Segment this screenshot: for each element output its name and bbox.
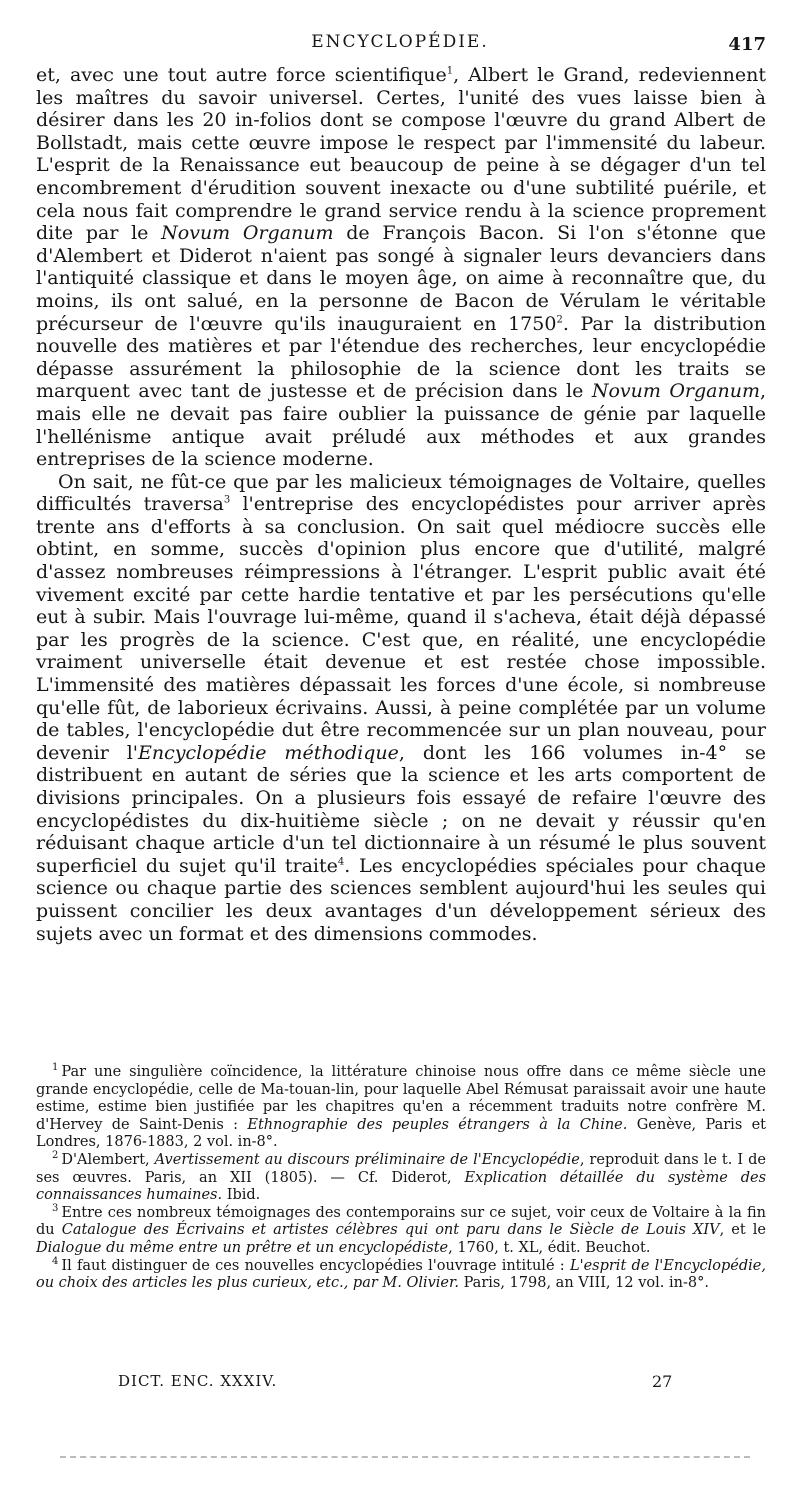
text-run: Entre ces nombreux témoignages des contemporains sur ce sujet, voir ceux de Voltaire à la fin du [36, 1204, 766, 1239]
work-title: Novum Organum [161, 222, 334, 245]
footnote-marker: 4 [52, 1255, 59, 1267]
signature-mark: DICT. ENC. XXXIV. [118, 1372, 278, 1390]
footnotes [36, 1064, 766, 1293]
paragraph-2 [36, 471, 766, 945]
work-title: L'esprit de l'Encyclopédie, ou choix des articles les plus curieux, etc., par M. Olivier. [36, 1257, 766, 1292]
footnote-marker: 3 [52, 1202, 59, 1214]
page-number: 417 [728, 34, 766, 55]
text-run: , reproduit dans le t. I de ses œuvres. Paris, an XII (1805). — Cf. Diderot, [36, 1151, 766, 1186]
footnote-4 [36, 1255, 766, 1293]
work-title: Explication détaillée du système des connaissances humaines. [36, 1169, 767, 1204]
page-cut-line [60, 1456, 750, 1458]
footnote-3 [36, 1202, 766, 1258]
text-run: l'entreprise des encyclopédistes pour arriver après trente ans d'efforts à sa conclusion. On sait quel médiocre succès elle obtint, en somme, succès d'opinion plus encore que d'utilité, malgré d'assez nombreuses réimpressions à l'étranger. L'esprit public avait été vivement excité par cette hardie tentative et par les persécutions qu'elle eut à subir. Mais l'ouvrage lui-même, quand il s'acheva, était déjà dépassé par les progrès de la science. C'est que, en réalité, une encyclopédie vraiment universelle était devenue et est restée chose impossible. L'immensité des matières dépassait les forces d'une école, si nombreuse qu'elle fût, de laborieux écrivains. Aussi, à peine complétée par un volume de tables, l'encyclopédie dut être recommencée sur un plan nouveau, pour devenir l' [36, 493, 766, 764]
text-run: . Les encyclopédies spéciales pour chaque science ou chaque partie des sciences semblent aujourd'hui les seules qui puissent concilier les deux avantages d'un développement sérieux des sujets avec un format et des dimensions commodes. [36, 854, 767, 945]
work-title: Dialogue du même entre un prêtre et un encyclopédiste [36, 1239, 449, 1256]
footnote-ref-3: 3 [223, 494, 231, 506]
footnote-1 [36, 1064, 766, 1152]
text-run: D'Alembert, [61, 1151, 155, 1168]
text-run: . Par la distribution nouvelle des matières et par l'étendue des recherches, leur encyclopédie dépasse assurément la philosophie de la science dont les traits se marquent avec tant de justesse et de précision dans le [36, 312, 766, 403]
footnote-ref-4: 4 [337, 856, 345, 868]
running-title: ENCYCLOPÉDIE. [311, 32, 489, 52]
footnote-ref-1: 1 [446, 65, 454, 77]
text-run: , et le [719, 1222, 766, 1239]
work-title: Avertissement au discours préliminaire de l'Encyclopédie [154, 1151, 580, 1168]
page-footer [0, 1372, 800, 1396]
text-run: et, avec une tout autre force scientifique [36, 64, 447, 86]
paragraph-1 [36, 64, 766, 471]
text-run: , dont les 166 volumes in-4° se distribuent en autant de séries que la science et les arts comportent de divisions principales. On a plusieurs fois essayé de refaire l'œuvre des encyclopédistes du dix-huitième siècle ; on ne devait y réussir qu'en réduisant chaque article d'un tel dictionnaire à un résumé le plus souvent superficiel du sujet qu'il traite [36, 741, 766, 877]
work-title: Catalogue des Écrivains et artistes célèbres qui ont paru dans le Siècle de Louis XIV [61, 1222, 720, 1239]
sheet-number: 27 [652, 1372, 673, 1391]
text-run: On sait, ne fût-ce que par les malicieux témoignages de Voltaire, quelles difficultés traversa [36, 470, 766, 516]
text-run: Ibid. [222, 1187, 261, 1204]
work-title: Encyclopédie méthodique [138, 741, 399, 764]
text-run: Genève, Paris et Londres, 1876-1883, 2 vol. in-8°. [36, 1116, 766, 1151]
work-title: Ethnographie des peuples étrangers à la Chine. [247, 1116, 628, 1133]
text-run: , Albert le Grand, redeviennent les maîtres du savoir universel. Certes, l'unité des vues laisse bien à désirer dans les 20 in-folios dont se compose l'œuvre du grand Albert de Bollstadt, mais cette œuvre impose le respect par l'immensité du labeur. L'esprit de la Renaissance eut beaucoup de peine à se dégager d'un tel encombrement d'érudition souvent inexacte ou d'une subtilité puérile, et cela nous fait comprendre le grand service rendu à la science proprement dite par le [36, 64, 766, 245]
footnote-2 [36, 1152, 766, 1205]
text-run: de François Bacon. Si l'on s'étonne que d'Alembert et Diderot n'aient pas songé à signaler leurs devanciers dans l'antiquité classique et dans le moyen âge, on aime à reconnaître que, du moins, ils ont salué, en la personne de Bacon de Vérulam le véritable précurseur de l'œuvre qu'ils inauguraient en 1750 [36, 222, 766, 335]
main-text [36, 64, 766, 945]
footnote-ref-2: 2 [556, 314, 563, 326]
footnote-marker: 1 [52, 1062, 59, 1074]
text-run: Paris, 1798, an VIII, 12 vol. in-8°. [458, 1275, 709, 1292]
text-run: , 1760, t. XL, édit. Beuchot. [448, 1239, 651, 1256]
text-run: Il faut distinguer de ces nouvelles encyclopédies l'ouvrage intitulé : [61, 1257, 570, 1274]
text-run: , mais elle ne devait pas faire oublier la puissance de génie par laquelle l'hellénisme antique avait préludé aux méthodes et aux grandes entreprises de la science moderne. [36, 380, 767, 471]
work-title: Novum Organum [591, 380, 760, 403]
text-run: Par une singulière coïncidence, la littérature chinoise nous offre dans ce même siècle une grande encyclopédie, celle de Ma-touan-lin, pour laquelle Abel Rémusat paraissait avoir une haute estime, estime bien justifiée par les chapitres qu'en a récemment traduits notre confrère M. d'Hervey de Saint-Denis : [36, 1064, 766, 1133]
footnote-marker: 2 [52, 1150, 59, 1162]
page-header [0, 32, 800, 54]
